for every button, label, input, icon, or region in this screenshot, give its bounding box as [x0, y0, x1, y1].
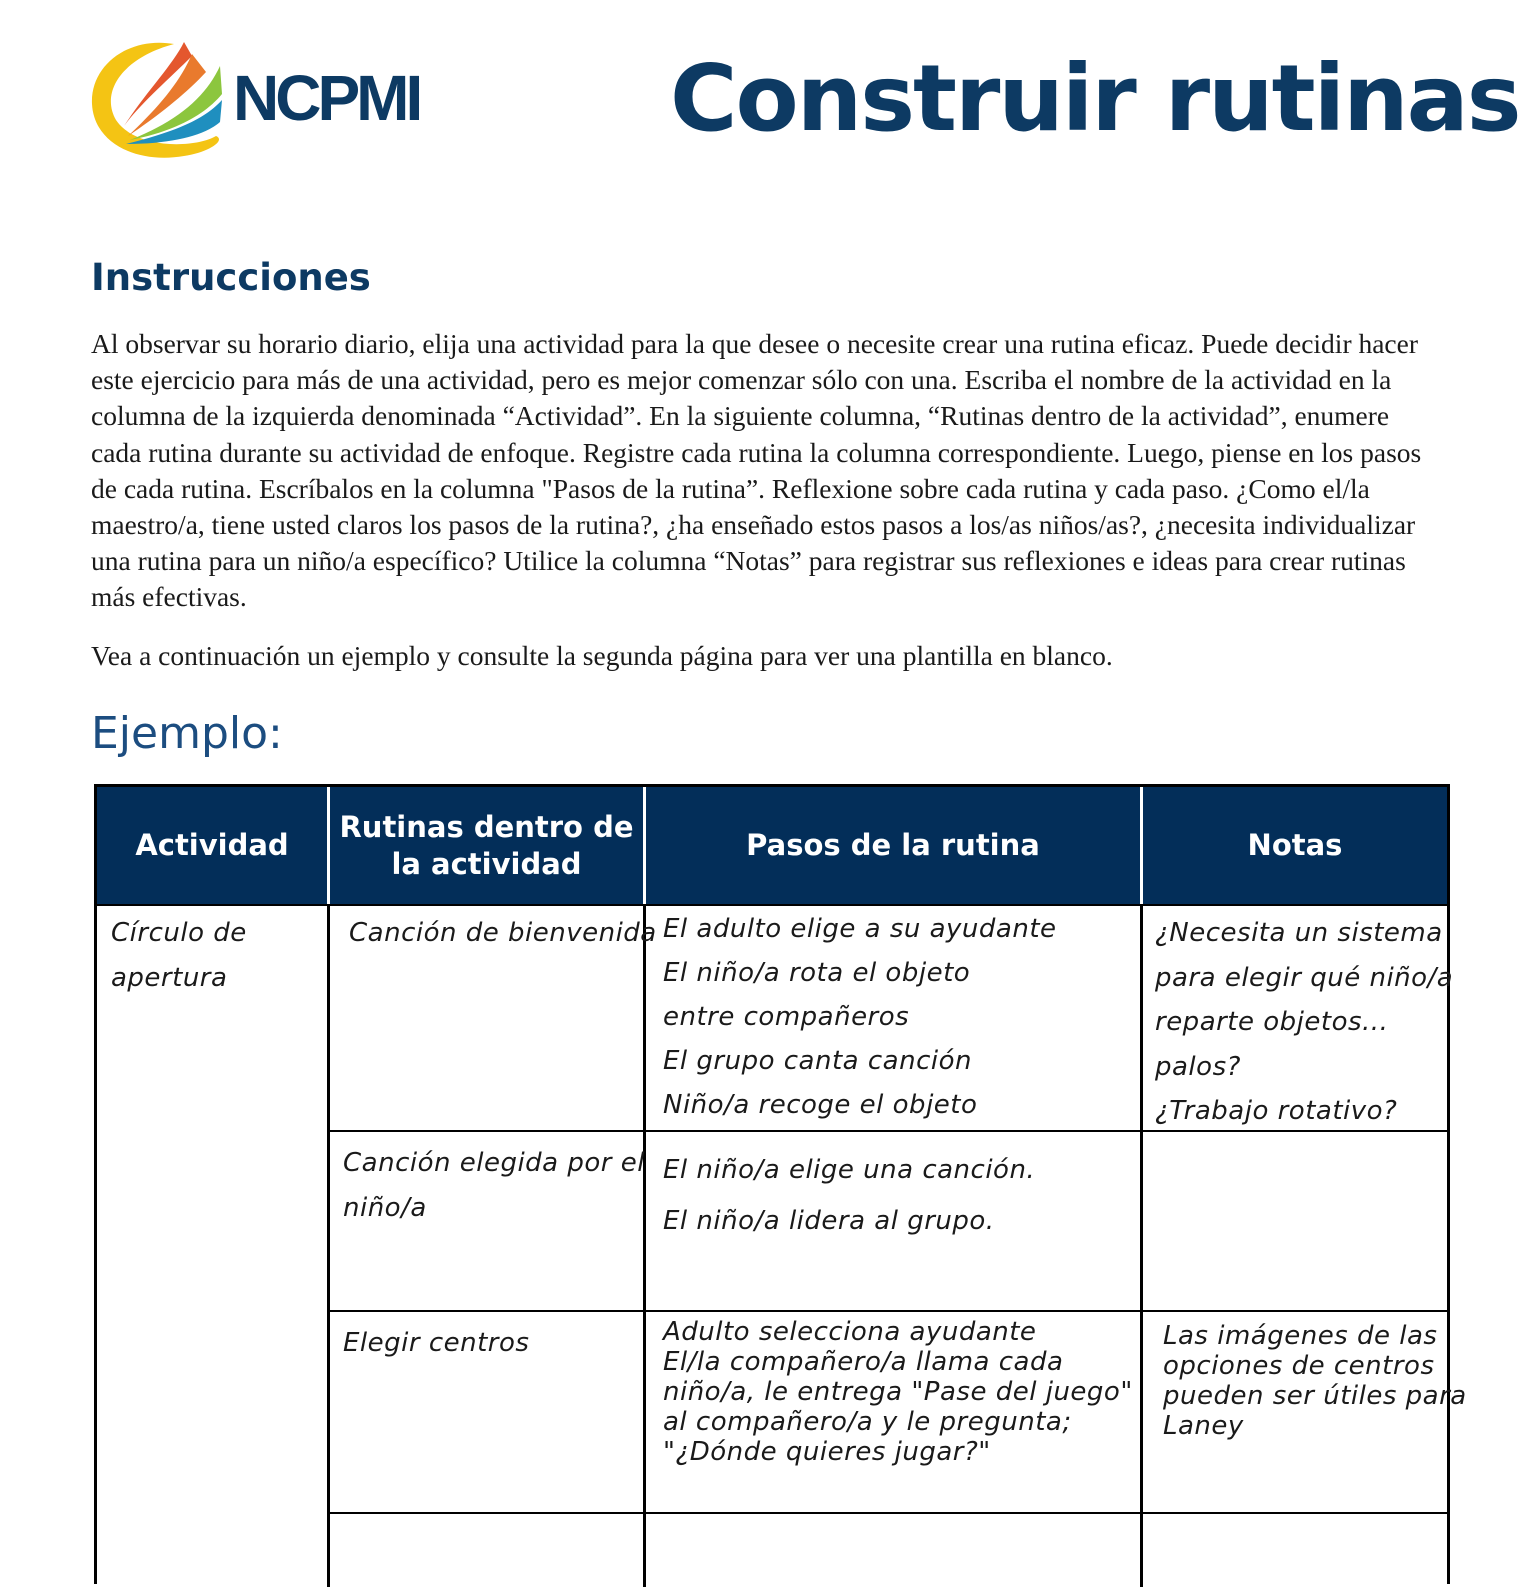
logo-text: NCPMI	[233, 62, 420, 134]
steps-cell	[663, 907, 1057, 1127]
row-divider	[327, 1512, 1447, 1514]
column-header-activity: Actividad	[135, 828, 289, 862]
routine-cell	[343, 1321, 529, 1365]
note-line: ¿Trabajo rotativo?	[1155, 1096, 1398, 1126]
note-line: pueden ser útiles para	[1163, 1381, 1467, 1411]
instructions-body: Al observar su horario diario, elija una actividad para la que desee o necesite crear una rutina eficaz. Puede decidir hacer este ejercicio para más de una actividad, pero es mejor comenzar sólo con una. Escriba el nombre de la actividad en la columna de la izquierda denominada “Actividad”. En la siguiente columna, “Rutinas dentro de la actividad”, enumere cada rutina durante su actividad de enfoque. Registre cada rutina la columna correspondiente. Luego, piense en los pasos de cada rutina. Escríbalos en la columna "Pasos de la rutina”. Reflexione sobre cada rutina y cada paso. ¿Como el/la maestro/a, tiene usted claros los pasos de la rutina?, ¿ha enseñado estos pasos a los/as niños/as?, ¿necesita individualizar una rutina para un niño/a específico? Utilice la columna “Notas” para registrar sus reflexiones e ideas para crear rutinas más efectivas.	[91, 328, 1422, 613]
step-line: El/la compañero/a llama cada	[663, 1347, 1064, 1377]
instructions-heading: Instrucciones	[91, 256, 371, 299]
header-divider	[327, 787, 330, 904]
step-line: "¿Dónde quieres jugar?"	[663, 1437, 991, 1467]
note-line: opciones de centros	[1163, 1351, 1435, 1381]
routine-line: Canción elegida por el	[343, 1148, 645, 1178]
column-header-notes: Notas	[1247, 828, 1343, 862]
column-divider	[327, 904, 330, 1587]
routine-cell	[349, 911, 657, 956]
column-divider	[1140, 904, 1143, 1587]
page-title: Construir rutinas	[670, 45, 1520, 152]
note-line: para elegir qué niño/a	[1155, 962, 1454, 993]
routine-cell	[343, 1141, 645, 1231]
routine-line: niño/a	[343, 1193, 427, 1223]
step-line: Niño/a recoge el objeto	[663, 1090, 978, 1120]
header-divider	[1140, 787, 1143, 904]
example-heading: Ejemplo:	[91, 708, 283, 759]
note-line: palos?	[1155, 1051, 1241, 1082]
note-line: Las imágenes de las	[1163, 1321, 1438, 1351]
step-line: El niño/a elige una canción.	[663, 1155, 1036, 1185]
column-header-routines: Rutinas dentro de la actividad	[339, 809, 634, 881]
activity-line: apertura	[111, 963, 228, 993]
column-divider	[643, 904, 646, 1587]
activity-line: Círculo de	[111, 918, 247, 948]
instructions-note: Vea a continuación un ejemplo y consulte la segunda página para ver una plantilla en blanco.	[91, 640, 1113, 671]
steps-cell	[663, 1317, 1133, 1467]
note-line: ¿Necesita un sistema	[1155, 918, 1443, 948]
step-line: El niño/a rota el objeto	[663, 958, 971, 988]
activity-cell	[111, 911, 247, 1001]
routine-line: Elegir centros	[343, 1328, 530, 1358]
table-header	[97, 787, 1447, 904]
row-divider	[327, 1310, 1447, 1312]
routine-line: Canción de bienvenida	[349, 918, 657, 948]
header-divider	[643, 787, 646, 904]
step-line: El niño/a lidera al grupo.	[663, 1206, 995, 1236]
routines-table	[94, 784, 1467, 1584]
step-line: Adulto selecciona ayudante	[663, 1317, 1037, 1347]
step-line: entre compañeros	[663, 1002, 910, 1032]
row-divider	[97, 904, 1447, 906]
column-header-steps: Pasos de la rutina	[746, 828, 1040, 862]
note-line: Laney	[1163, 1411, 1244, 1441]
steps-cell	[663, 1145, 1035, 1247]
step-line: El grupo canta canción	[663, 1046, 972, 1076]
note-line: reparte objetos...	[1155, 1007, 1389, 1037]
step-line: niño/a, le entrega "Pase del juego"	[663, 1377, 1133, 1407]
step-line: al compañero/a y le pregunta;	[663, 1407, 1072, 1437]
notes-cell	[1163, 1321, 1467, 1441]
notes-cell	[1155, 911, 1453, 1134]
step-line: El adulto elige a su ayudante	[663, 914, 1057, 944]
